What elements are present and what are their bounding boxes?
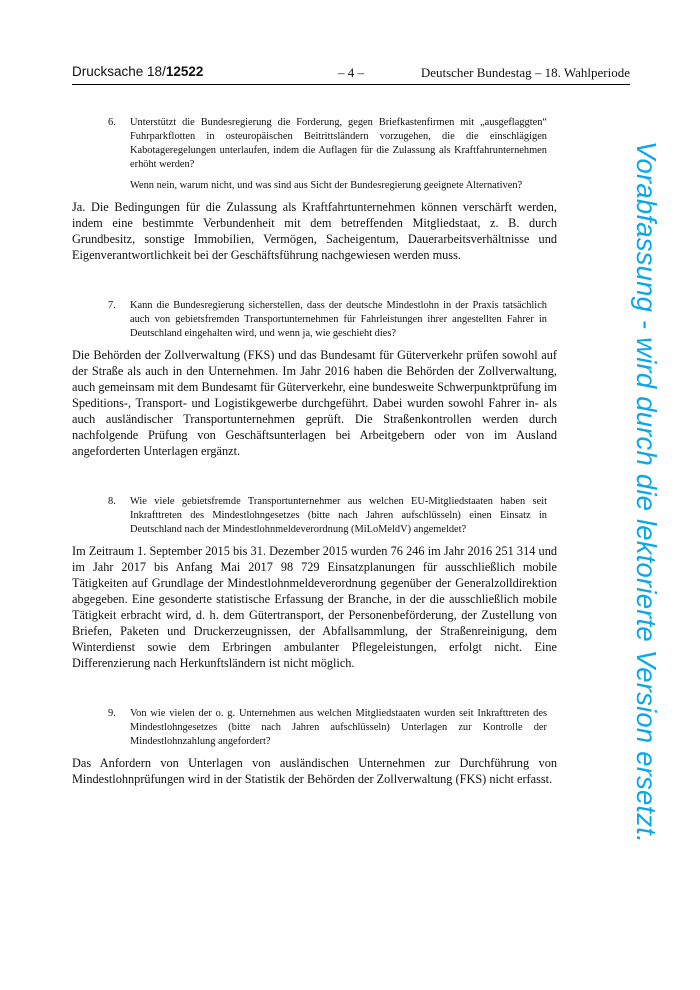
question-text: Unterstützt die Bundesregierung die Forderung, gegen Briefkastenfirmen mit „ausgeflaggten“ Fuhrparkflotten in osteuropäischen Beitrittsländern vorzugehen, die die einschlägigen Kabotageregelungen unterlaufen, indem die Auflagen für die Zulassung als Kraftfahrunternehmen erhöht werden? (130, 117, 547, 170)
question-number: 8. (108, 496, 116, 507)
doc-period: 18/ (147, 64, 166, 79)
question-text: Wie viele gebietsfremde Transportunternehmer aus welchen EU-Mitgliedstaaten haben seit Inkrafttreten des Mindestlohngesetzes (bitte nach Jahren aufschlüsseln) einen Einsatz in Deutschland nach der Mindestlohnmeldeverordnung (MiLoMeldV) angemeldet? (130, 496, 547, 535)
question-number: 6. (108, 117, 116, 128)
doc-number-bold: 12522 (165, 64, 204, 79)
answer-8: Im Zeitraum 1. September 2015 bis 31. Dezember 2015 wurden 76 246 im Jahr 2016 251 314 und im Jahr 2017 bis Anfang Mai 2017 98 729 Einsatzplanungen für ausschließlich mobile Tätigkeiten auf Grundlage der Mindestlohnmeldeverordnung gegenüber der Generalzolldirektion abgegeben. Eine gesonderte statistische Erfassung der Branche, in der die ausschließlich mobile Tätigkeit erbracht wird, d. h. dem Gütertransport, der Personenbeförderung, der Zustellung von Briefen, Paketen und Druckerzeugnissen, der Abfallsammlung, der Straßenreinigung, dem Winterdienst sowie dem Erbringen ambulanter Pflegeleistungen, erfolgt nicht. Eine Differenzierung nach Herkunftsländern ist nicht möglich. (72, 544, 557, 670)
question-followup: Wenn nein, warum nicht, und was sind aus Sicht der Bundesregierung geeignete Alternativen? (130, 180, 523, 191)
page-number: – 4 – (338, 65, 364, 80)
question-text: Von wie vielen der o. g. Unternehmen aus welchen Mitgliedstaaten wurden seit Inkrafttreten des Mindestlohngesetzes (bitte nach Jahren aufschlüsseln) Unterlagen zur Kontrolle der Mindestlohnzahlung angefordert? (130, 708, 547, 747)
question-9 (72, 707, 547, 749)
answer-6: Ja. Die Bedingungen für die Zulassung als Kraftfahrtunternehmen können verschärft werden, indem eine bestimmte Verbundenheit mit dem betreffenden Mitgliedstaat, z. B. durch Grundbesitz, sonstige Immobilien, Vermögen, Sacheigentum, Dauerarbeitsverhältnisse und Eigenverantwortlichkeit bei der Geschäftsführung nachgewiesen werden muss. (72, 200, 557, 262)
answer-7: Die Behörden der Zollverwaltung (FKS) und das Bundesamt für Güterverkehr prüfen sowohl auf der Straße als auch in den Unternehmen. Im Jahr 2016 haben die Behörden der Zollverwaltung, auch gemeinsam mit dem Bundesamt für Güterverkehr, eine bundesweite Schwerpunktprüfung im Speditions-, Transport- und Logistikgewerbe durchgeführt. Dabei wurden sowohl Fahrer in- als auch ausländischer Transportunternehmen geprüft. Die Straßenkontrollen werden durch nachfolgende Prüfung von Geschäftsunterlagen bei Arbeitgebern oder von im Ausland angeforderten Unterlagen ergänzt. (72, 348, 557, 458)
question-number: 7. (108, 300, 116, 311)
header-rule (72, 84, 630, 85)
question-text: Kann die Bundesregierung sicherstellen, dass der deutsche Mindestlohn in der Praxis tatsächlich auch von gebietsfremden Transportunternehmen für Fahrleistungen ihrer angestellten Fahrer in Deutschland eingehalten wird, und wenn ja, wie geschieht dies? (130, 300, 547, 339)
question-8 (72, 495, 547, 537)
question-7 (72, 299, 547, 341)
institution: Deutscher Bundestag – 18. Wahlperiode (420, 65, 630, 80)
page-header (72, 64, 630, 84)
draft-watermark: Vorabfassung - wird durch die lektorierte Version ersetzt. (631, 141, 662, 843)
answer-9: Das Anfordern von Unterlagen von ausländischen Unternehmen zur Durchführung von Mindestlohnprüfungen wird in der Statistik der Behörden der Zollverwaltung (FKS) nicht erfasst. (72, 756, 557, 786)
question-6 (72, 116, 547, 193)
doc-label: Drucksache (72, 64, 144, 79)
question-number: 9. (108, 708, 116, 719)
document-body (72, 116, 557, 787)
